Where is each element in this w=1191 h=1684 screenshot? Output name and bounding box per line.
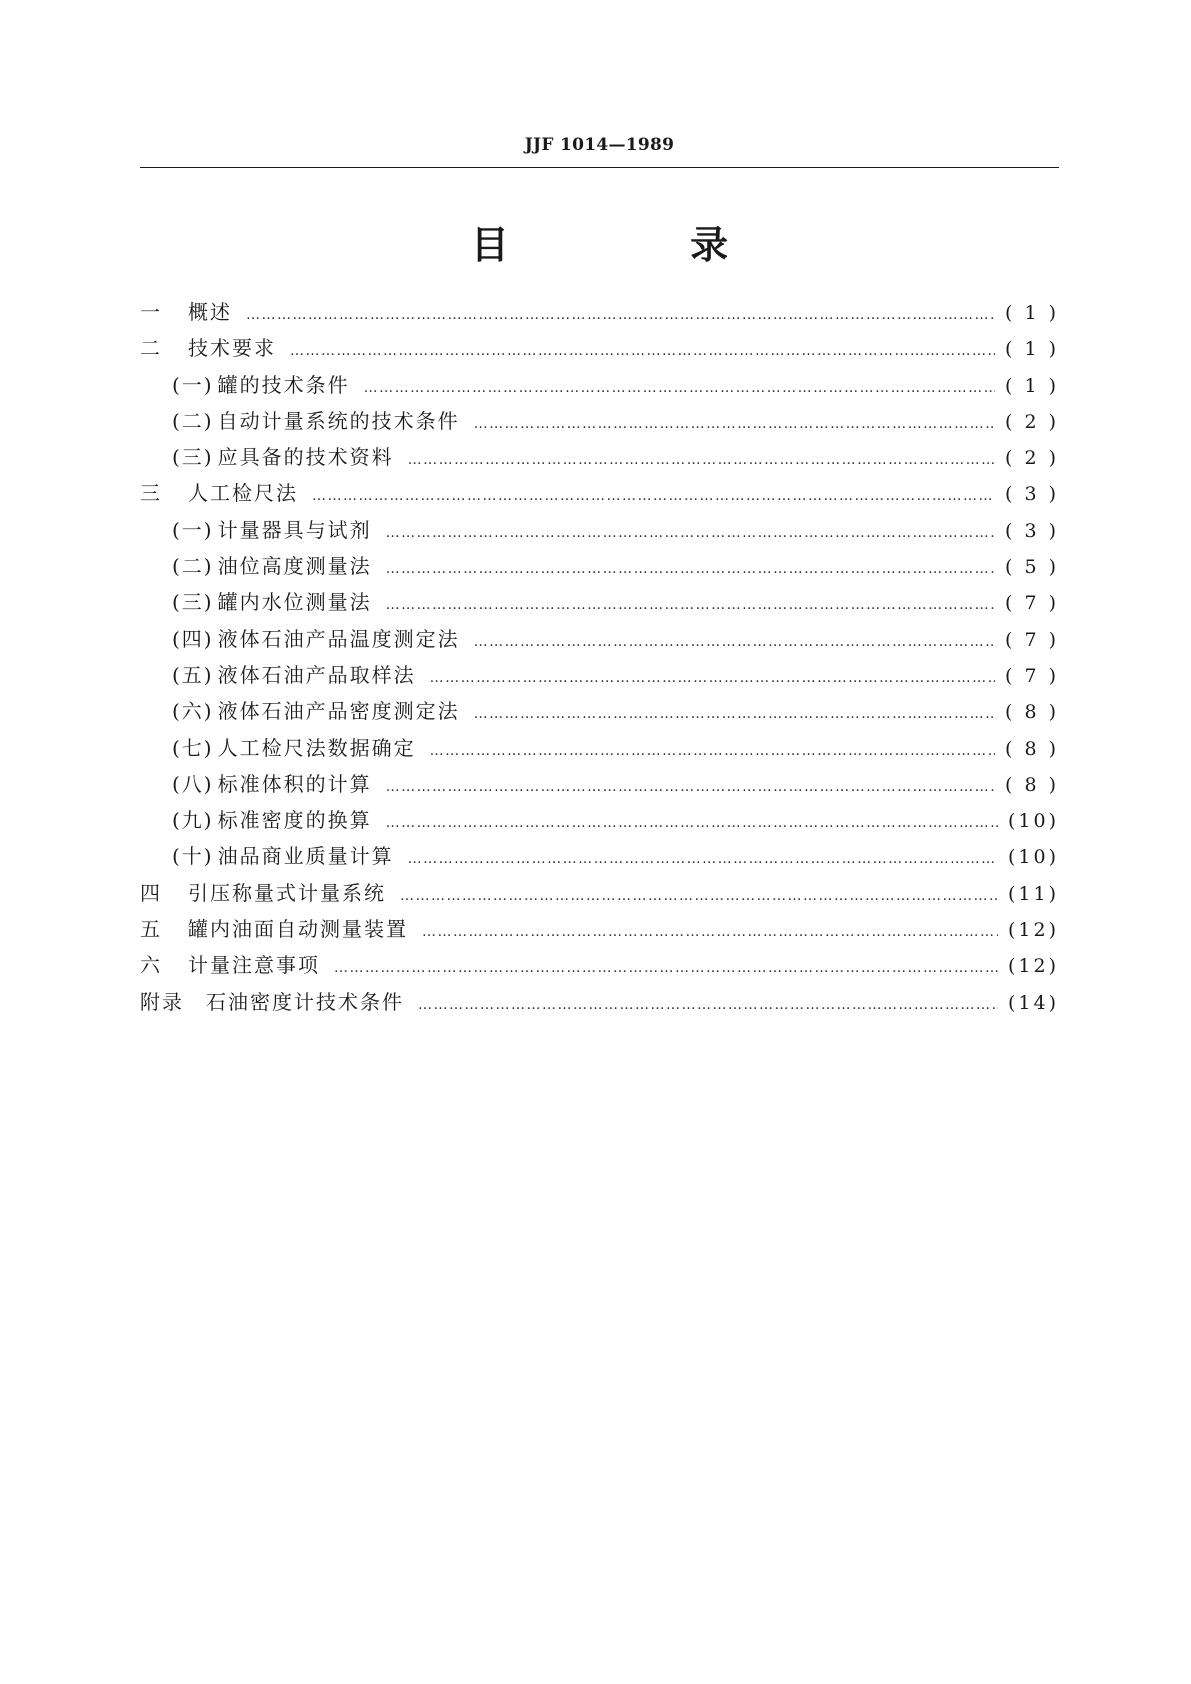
toc-entry-number: (一) [172,372,214,397]
toc-entry-title: 人工检尺法数据确定 [217,735,416,760]
toc-entry-number: 附录 [140,989,184,1014]
toc-entry-page: (14) [1007,991,1059,1014]
toc-entry [140,369,1059,405]
toc-entry-page: ( 2 ) [1005,447,1059,470]
toc-entry-title: 石油密度计技术条件 [206,989,404,1014]
toc-entry [140,659,1059,695]
toc-entry-title: 计量注意事项 [188,953,320,978]
toc-entry [140,514,1059,550]
toc-entry-title: 自动计量系统的技术条件 [217,408,460,433]
toc-entry-page: ( 8 ) [1005,701,1059,724]
toc-entry-number: 三 [140,481,162,506]
toc-dot-leader [408,452,995,468]
toc-entry-title: 技术要求 [188,336,276,361]
toc-entry-number: (六) [172,699,214,724]
toc-dot-leader [430,670,995,686]
toc-entry [140,586,1059,622]
toc-entry-number: (二) [172,554,214,579]
toc-entry-number: 四 [140,880,162,905]
header-rule [140,167,1059,168]
toc-entry [140,840,1059,876]
toc-entry-number: (九) [172,808,214,833]
toc-entry-title: 标准体积的计算 [217,771,372,796]
toc-entry-title: 液体石油产品密度测定法 [217,699,460,724]
toc-dot-leader [422,924,998,940]
toc-entry [140,913,1059,949]
toc-entry [140,332,1059,368]
toc-entry [140,768,1059,804]
toc-entry [140,732,1059,768]
toc-entry-title: 油品商业质量计算 [217,844,394,869]
toc-entry-page: ( 7 ) [1005,664,1059,687]
toc-entry [140,986,1059,1022]
toc-entry-number: (十) [172,844,214,869]
toc-entry-page: ( 8 ) [1005,773,1059,796]
toc-dot-leader [474,706,995,722]
toc-entry-number: 一 [140,300,162,324]
toc-entry-title: 引压称量式计量系统 [188,880,386,905]
toc-entry-title: 计量器具与试剂 [217,517,372,542]
toc-entry-title: 应具备的技术资料 [217,445,394,470]
toc-entry [140,550,1059,586]
toc-entry-page: (12) [1007,919,1059,942]
toc-entry-title: 罐内水位测量法 [217,590,372,615]
toc-dot-leader [400,888,998,904]
toc-entry [140,441,1059,477]
toc-entry [140,296,1059,332]
toc-entry [140,405,1059,441]
toc-dot-leader [312,488,995,504]
toc-entry-title: 人工检尺法 [188,481,298,506]
toc-entry-number: 六 [140,953,162,978]
toc-entry-page: (12) [1007,955,1059,978]
document-code-header: JJF 1014—1989 [524,135,675,155]
toc-entry-page: ( 2 ) [1005,410,1059,433]
toc-entry-title: 标准密度的换算 [217,808,372,833]
toc-dot-leader [246,307,995,323]
toc-dot-leader [386,525,995,541]
toc-entry [140,477,1059,513]
toc-dot-leader [386,815,998,831]
toc-entry-number: (三) [172,590,214,615]
toc-dot-leader [430,743,995,759]
toc-entry-number: (七) [172,735,214,760]
toc-entry-page: ( 3 ) [1005,519,1059,542]
toc-entry-page: ( 5 ) [1005,556,1059,579]
toc-entry-title: 油位高度测量法 [217,554,372,579]
toc-entry-page: ( 7 ) [1005,592,1059,615]
toc-entry-page: ( 1 ) [1005,338,1059,361]
toc-dot-leader [290,343,995,359]
toc-dot-leader [408,851,998,867]
toc-entry-title: 液体石油产品取样法 [217,662,416,687]
toc-entry-title: 罐的技术条件 [217,372,350,397]
toc-dot-leader [474,416,995,432]
toc-entry [140,804,1059,840]
toc-entry-page: (10) [1007,810,1059,833]
toc-entry [140,949,1059,985]
toc-dot-leader [334,960,998,976]
toc-dot-leader [386,561,995,577]
toc-dot-leader [386,597,995,613]
toc-entry-page: (10) [1007,846,1059,869]
toc-entry [140,695,1059,731]
toc-entry-page: ( 8 ) [1005,737,1059,760]
toc-entry-title: 罐内油面自动测量装置 [188,917,408,942]
toc-dot-leader [364,380,995,396]
page-title: 目 录 [470,223,813,267]
toc-entry-title: 液体石油产品温度测定法 [217,626,460,651]
toc-dot-leader [418,997,998,1013]
toc-entry-number: (四) [172,626,214,651]
toc-entry-number: (一) [172,517,214,542]
toc-entry-title: 概述 [188,300,232,324]
toc-entry-page: (11) [1007,882,1059,905]
table-of-contents [140,296,1059,1022]
toc-dot-leader [386,779,995,795]
toc-entry-number: 五 [140,917,162,942]
toc-entry-number: (二) [172,408,214,433]
toc-entry-page: ( 1 ) [1005,302,1059,324]
toc-dot-leader [474,634,995,650]
toc-entry-page: ( 7 ) [1005,628,1059,651]
toc-entry [140,623,1059,659]
toc-entry-number: 二 [140,336,162,361]
toc-entry [140,877,1059,913]
toc-entry-number: (八) [172,771,214,796]
toc-entry-page: ( 3 ) [1005,483,1059,506]
toc-entry-page: ( 1 ) [1005,374,1059,397]
toc-entry-number: (五) [172,662,214,687]
toc-entry-number: (三) [172,445,214,470]
